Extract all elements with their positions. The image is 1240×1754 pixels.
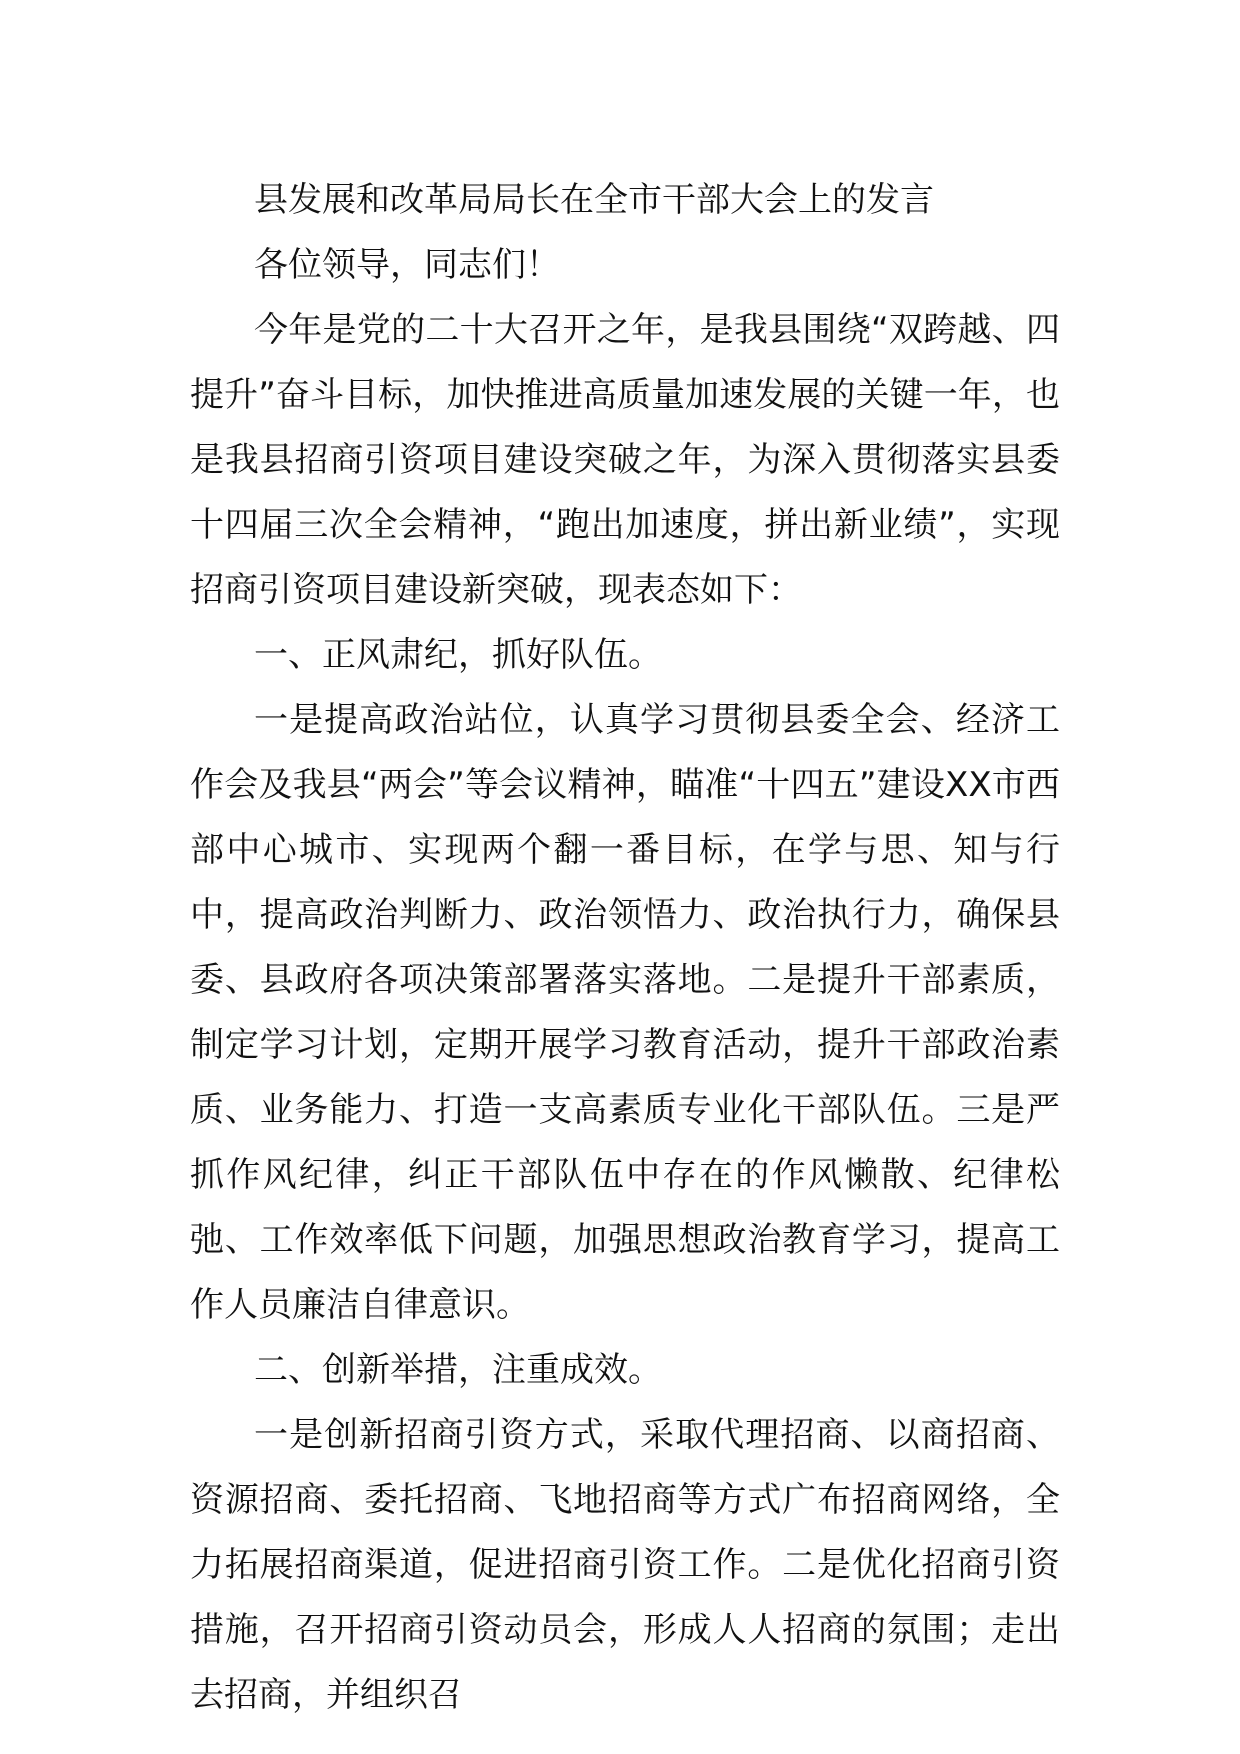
paragraph-intro: 今年是党的二十大召开之年，是我县围绕“双跨越、四提升”奋斗目标，加快推进高质量加速发展的关键一年，也是我县招商引资项目建设突破之年，为深入贯彻落实县委十四届三次全会精神，“跑出加速度，拼出新业绩”，实现招商引资项目建设新突破，现表态如下：	[190, 310, 1060, 610]
section-heading-2: 二、创新举措，注重成效。	[254, 1350, 662, 1390]
document-body	[190, 168, 1060, 1728]
paragraph-section-1: 一是提高政治站位，认真学习贯彻县委全会、经济工作会及我县“两会”等会议精神，瞄准“十四五”建设XX市西部中心城市、实现两个翻一番目标，在学与思、知与行中，提高政治判断力、政治领悟力、政治执行力，确保县委、县政府各项决策部署落实落地。二是提升干部素质，制定学习计划，定期开展学习教育活动，提升干部政治素质、业务能力、打造一支高素质专业化干部队伍。三是严抓作风纪律，纠正干部队伍中存在的作风懒散、纪律松弛、工作效率低下问题，加强思想政治教育学习，提高工作人员廉洁自律意识。	[190, 700, 1060, 1325]
paragraph-section-2: 一是创新招商引资方式，采取代理招商、以商招商、资源招商、委托招商、飞地招商等方式广布招商网络，全力拓展招商渠道，促进招商引资工作。二是优化招商引资措施，召开招商引资动员会，形成人人招商的氛围；走出去招商，并组织召	[190, 1415, 1060, 1715]
section-heading-1: 一、正风肃纪，抓好队伍。	[254, 635, 662, 675]
document-title: 县发展和改革局局长在全市干部大会上的发言	[254, 180, 934, 220]
greeting: 各位领导，同志们！	[254, 245, 560, 285]
